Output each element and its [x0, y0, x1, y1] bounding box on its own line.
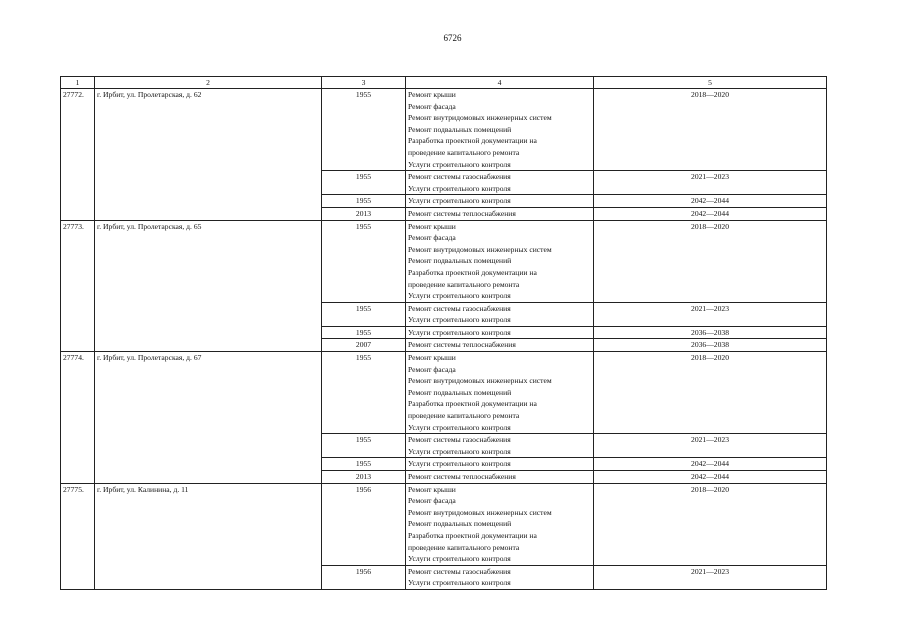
table-row [61, 89, 827, 171]
repair-work-item: Ремонт системы теплоснабжения [408, 340, 516, 350]
build-year: 1955 [322, 195, 406, 208]
repair-period: 2042—2044 [594, 458, 827, 471]
table-row [61, 483, 827, 565]
entry-address: г. Ирбит, ул. Пролетарская, д. 62 [95, 89, 322, 221]
repair-work-item: Ремонт внутридомовых инженерных систем [408, 113, 552, 123]
repair-period: 2021—2023 [594, 565, 827, 589]
repair-work-item: Ремонт системы теплоснабжения [408, 208, 516, 218]
repair-work-item: Разработка проектной документации на [408, 267, 537, 277]
repair-work-item: Ремонт системы газоснабжения [408, 435, 511, 445]
repair-work-item: Ремонт внутридомовых инженерных систем [408, 507, 552, 517]
build-year: 2007 [322, 339, 406, 352]
repair-work-item: Услуги строительного контроля [408, 554, 511, 564]
entry-address: г. Ирбит, ул. Калинина, д. 11 [95, 483, 322, 589]
build-year: 1955 [322, 352, 406, 434]
col-header-period: 5 [594, 77, 827, 89]
repair-works [406, 434, 594, 458]
repair-work-item: Ремонт крыши [408, 221, 456, 231]
repair-work-item: Ремонт фасада [408, 101, 456, 111]
build-year: 1955 [322, 220, 406, 302]
repair-work-item: Услуги строительного контроля [408, 422, 511, 432]
build-year: 2013 [322, 207, 406, 220]
repair-work-item: проведение капитального ремонта [408, 279, 520, 289]
repair-works [406, 171, 594, 195]
build-year: 1955 [322, 458, 406, 471]
repair-schedule-table [60, 76, 827, 590]
repair-period: 2021—2023 [594, 171, 827, 195]
repair-period: 2042—2044 [594, 195, 827, 208]
repair-work-item: Разработка проектной документации на [408, 136, 537, 146]
repair-work-item: проведение капитального ремонта [408, 542, 520, 552]
repair-work-item: Ремонт фасада [408, 496, 456, 506]
repair-period: 2018—2020 [594, 220, 827, 302]
repair-works [406, 565, 594, 589]
build-year: 1955 [322, 302, 406, 326]
repair-work-item: Услуги строительного контроля [408, 291, 511, 301]
repair-work-item: Услуги строительного контроля [408, 459, 511, 469]
repair-work-item: Услуги строительного контроля [408, 327, 511, 337]
repair-work-item: Услуги строительного контроля [408, 446, 511, 456]
repair-work-item: Услуги строительного контроля [408, 196, 511, 206]
header-row [61, 77, 827, 89]
repair-work-item: Ремонт крыши [408, 90, 456, 99]
repair-work-item: Разработка проектной документации на [408, 530, 537, 540]
repair-period: 2018—2020 [594, 483, 827, 565]
repair-period: 2021—2023 [594, 434, 827, 458]
build-year: 1955 [322, 171, 406, 195]
repair-works [406, 352, 594, 434]
repair-work-item: Ремонт подвальных помещений [408, 387, 512, 397]
build-year: 1956 [322, 483, 406, 565]
repair-work-item: Ремонт внутридомовых инженерных систем [408, 376, 552, 386]
repair-work-item: проведение капитального ремонта [408, 147, 520, 157]
col-header-works: 4 [406, 77, 594, 89]
repair-period: 2042—2044 [594, 207, 827, 220]
repair-work-item: Разработка проектной документации на [408, 399, 537, 409]
repair-work-item: Ремонт подвальных помещений [408, 519, 512, 529]
repair-works [406, 326, 594, 339]
repair-work-item: Ремонт фасада [408, 364, 456, 374]
repair-work-item: Ремонт системы теплоснабжения [408, 472, 516, 481]
entry-number: 27775. [61, 483, 95, 589]
build-year: 2013 [322, 471, 406, 484]
repair-period: 2036—2038 [594, 326, 827, 339]
repair-period: 2021—2023 [594, 302, 827, 326]
repair-work-item: Ремонт крыши [408, 484, 456, 494]
repair-work-item: Ремонт внутридомовых инженерных систем [408, 244, 552, 254]
repair-works [406, 471, 594, 484]
build-year: 1956 [322, 565, 406, 589]
repair-work-item: Услуги строительного контроля [408, 183, 511, 193]
repair-work-item: Услуги строительного контроля [408, 159, 511, 169]
entry-number: 27772. [61, 89, 95, 221]
build-year: 1955 [322, 326, 406, 339]
entry-address: г. Ирбит, ул. Пролетарская, д. 67 [95, 352, 322, 484]
repair-work-item: Ремонт подвальных помещений [408, 124, 512, 134]
repair-works [406, 220, 594, 302]
repair-works [406, 483, 594, 565]
col-header-year: 3 [322, 77, 406, 89]
col-header-number: 1 [61, 77, 95, 89]
repair-works [406, 89, 594, 171]
table-row [61, 220, 827, 302]
repair-works [406, 302, 594, 326]
repair-works [406, 339, 594, 352]
repair-works [406, 207, 594, 220]
repair-period: 2018—2020 [594, 352, 827, 434]
repair-work-item: Ремонт крыши [408, 353, 456, 363]
repair-works [406, 458, 594, 471]
repair-work-item: Ремонт системы газоснабжения [408, 566, 511, 576]
col-header-address: 2 [95, 77, 322, 89]
entry-number: 27774. [61, 352, 95, 484]
table-row [61, 352, 827, 434]
page-number: 6726 [443, 33, 462, 43]
repair-work-item: Ремонт системы газоснабжения [408, 172, 511, 182]
repair-work-item: Ремонт фасада [408, 233, 456, 243]
repair-period: 2036—2038 [594, 339, 827, 352]
repair-works [406, 195, 594, 208]
repair-work-item: Ремонт подвальных помещений [408, 256, 512, 266]
repair-work-item: Услуги строительного контроля [408, 578, 511, 588]
repair-period: 2042—2044 [594, 471, 827, 484]
entry-address: г. Ирбит, ул. Пролетарская, д. 65 [95, 220, 322, 352]
repair-work-item: Услуги строительного контроля [408, 315, 511, 325]
repair-work-item: Ремонт системы газоснабжения [408, 303, 511, 313]
build-year: 1955 [322, 89, 406, 171]
entry-number: 27773. [61, 220, 95, 352]
build-year: 1955 [322, 434, 406, 458]
repair-work-item: проведение капитального ремонта [408, 411, 520, 421]
table-body [61, 89, 827, 590]
repair-period: 2018—2020 [594, 89, 827, 171]
